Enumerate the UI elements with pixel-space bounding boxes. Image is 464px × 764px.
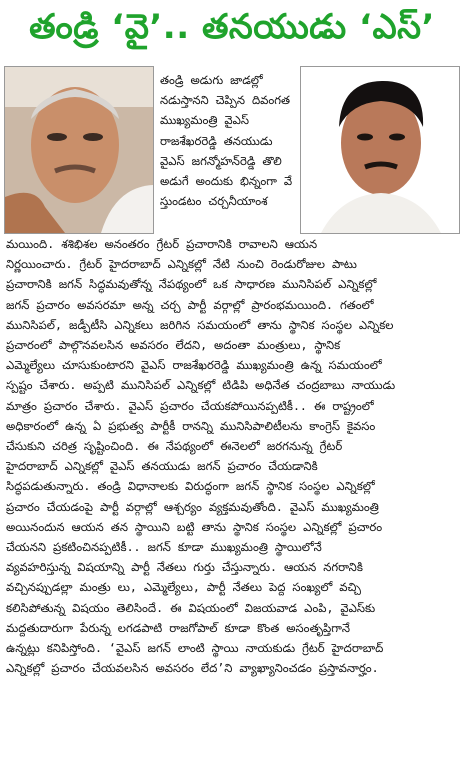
intro-line: అడుగే అందుకు భిన్నంగా వే (160, 174, 293, 189)
body-line: వ్యవహరిస్తున్న విషయాన్ని పార్టీ నేతలు గుర్తు చేస్తున్నారు. ఆయన నగరానికి (6, 560, 363, 575)
body-line: హైదరాబాద్ ఎన్నికల్లో వైఎస్ తనయుడు జగన్ ప్రచారం చేయడానికి (6, 459, 318, 474)
body-line: చేసుకుని చరిత్ర సృష్టించింది. ఈ నేపథ్యంలో ఈనెలలో జరగనున్న గ్రేటర్ (6, 439, 343, 454)
intro-line: తండ్రి అడుగు జాడల్లో (160, 73, 263, 87)
body-line: చేయనని ప్రకటించినప్పటికీ.. జగన్ కూడా ముఖ్యమంత్రి స్థాయిలోనే (6, 540, 322, 555)
young-man-photo-icon (300, 66, 460, 234)
body-line: ఎమ్మెల్యేలు చూసుకుంటారని వైఎస్ రాజశేఖరరెడ్డి ముఖ్యమంత్రి ఉన్న సమయంలో (6, 358, 382, 373)
body-line: ప్రచారం చేయడంపై పార్టీ వర్గాల్లో ఆశ్చర్యం వ్యక్తమవుతోంది. వైఎస్ ముఖ్యమంత్రి (6, 499, 379, 514)
body-line: నిర్ణయించారు. గ్రేటర్ హైదరాబాద్ ఎన్నికల్లో నేటి నుంచి రెండురోజుల పాటు (6, 257, 357, 272)
body-line: అయినందున ఆయన తన స్థాయిని బట్టి తాను స్థానిక సంస్థల ఎన్నికల్లో ప్రచారం (6, 519, 383, 534)
headline-banner (0, 0, 464, 62)
body-line: ఉన్నట్లు కనిపిస్తోంది. ‘వైఎస్ జగన్ లాంటి స్థాయి నాయకుడు గ్రేటర్ హైదరాబాద్ (6, 641, 384, 656)
body-line: అధికారంలో ఉన్న ఏ ప్రభుత్వ పార్టీకీ రానన్ని మునిసిపాలిటీలను కాంగ్రెస్ కైవసం (6, 418, 376, 433)
intro-line: నడుస్తానని చెప్పిన దివంగత (160, 93, 291, 108)
intro-line: స్తుండటం చర్చనీయాంశ (160, 194, 268, 209)
body-line: వచ్చినప్పుడల్లా మంత్రు లు, ఎమ్మెల్యేలు, పార్టీ నేతలు పెద్ద సంఖ్యలో వచ్చి (6, 580, 362, 595)
body-line: మునిసిపల్, జడ్పీటీసి ఎన్నికలు జరిగిన సమయంలో తాను స్థానిక సంస్థల ఎన్నికల (6, 317, 394, 332)
intro-line: ముఖ్యమంత్రి వైఎస్ (160, 113, 250, 128)
body-line: స్పష్టం చేశారు. అప్పటి మునిసిపల్ ఎన్నికల్లో టిడిపి అధినేత చంద్రబాబు నాయుడు (6, 378, 396, 393)
body-line: మయింది. శశిభిశల అనంతరం గ్రేటర్ ప్రచారానికి రావాలని ఆయన (6, 237, 318, 251)
body-line: ఎన్నికల్లో ప్రచారం చేయవలసిన అవసరం లేద’ని వ్యాఖ్యానించడం ప్రస్తావనార్హం. (6, 661, 379, 676)
body-line: సిద్ధపడుతున్నారు. తండ్రి విధానాలకు విరుద్ధంగా జగన్ స్థానిక సంస్థల ఎన్నికల్లో (6, 479, 375, 494)
article-body (6, 234, 458, 678)
intro-line: రాజశేఖరరెడ్డి తనయుడు (160, 133, 273, 148)
intro-line: వైఎస్ జగన్మోహన్‌రెడ్డి తొలి (160, 153, 282, 168)
headline: తండ్రి ‘వై’.. తనయుడు ‘ఎస్’ (29, 7, 435, 47)
older-man-photo-icon (4, 66, 154, 234)
body-line: ప్రచారంలో పాల్గొనవలసిన అవసరం లేదని, అదంతా మంత్రులు, స్థానిక (6, 338, 341, 353)
body-line: కలిసిపోతున్న విషయం తెలిసిందే. ఈ విషయంలో విజయవాడ ఎంపి, వైఎస్‌కు (6, 600, 376, 615)
body-line: ప్రచారానికి జగన్ సిద్ధమవుతోన్న నేపథ్యంలో ఒక సాధారణ మునిసిపల్ ఎన్నికల్లో (6, 277, 377, 292)
body-line: మద్దతుదారుగా పేరున్న లగడపాటి రాజగోపాల్ కూడా కొంత అసంతృప్తిగానే (6, 620, 351, 635)
body-line: మాత్రం ప్రచారం చేశారు. వైఎస్ ప్రచారం చేయకపోయినప్పటికీ.. ఈ రాష్ట్రంలో (6, 398, 374, 413)
intro-column (160, 70, 294, 211)
body-line: జగన్ ప్రచారం అవసరమా అన్న చర్చ పార్టీ వర్గాల్లో ప్రారంభమయింది. గతంలో (6, 297, 374, 312)
